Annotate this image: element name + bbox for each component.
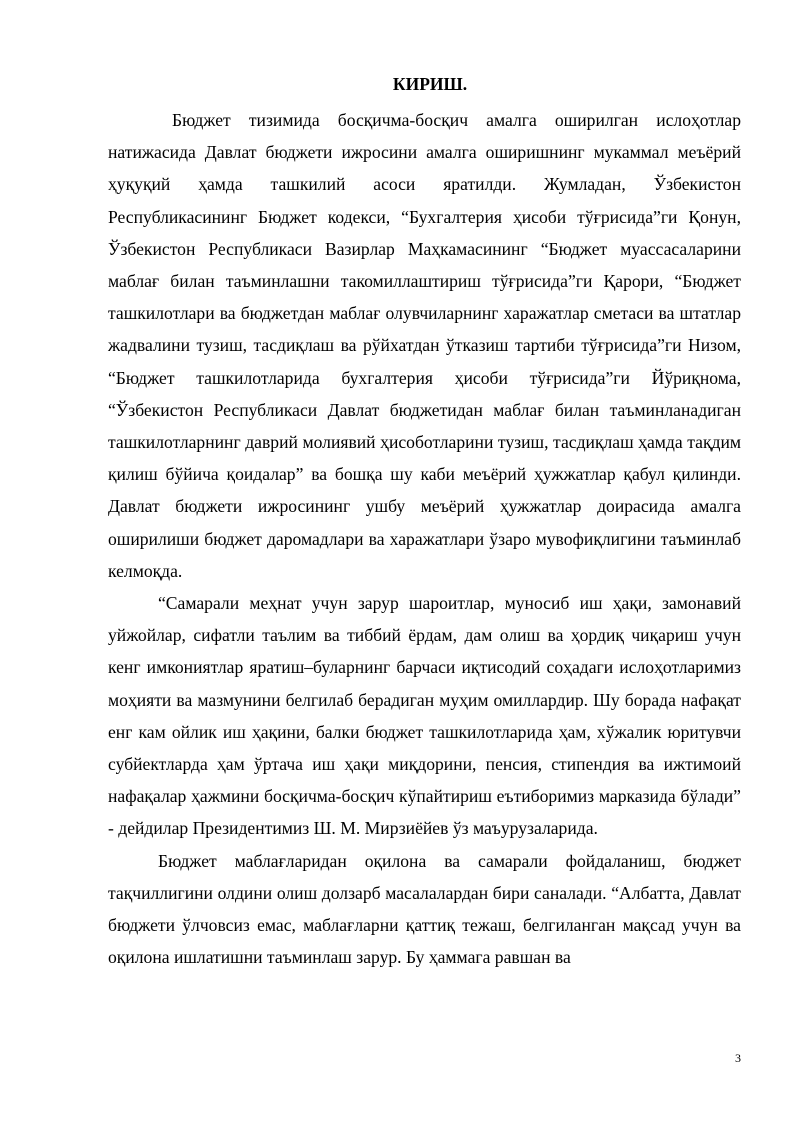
page-number: 3 xyxy=(735,1051,741,1065)
body-text xyxy=(108,104,741,973)
paragraph-2: “Самарали меҳнат учун зарур шароитлар, муносиб иш ҳақи, замонавий уйжойлар, сифатли таълим ва тиббий ёрдам, дам олиш ва ҳордиқ чиқариш учун кенг имкониятлар яратиш–буларнинг барчаси иқтисодий соҳадаги ислоҳотларимиз моҳияти ва мазмунини белгилаб берадиган муҳим омиллардир. Шу борада нафақат енг кам ойлик иш ҳақини, балки бюджет ташкилотларида ҳам, хўжалик юритувчи субйектларда ҳам ўртача иш ҳақи миқдорини, пенсия, стипендия ва ижтимоий нафақалар ҳажмини босқичма-босқич кўпайтириш еътиборимиз марказида бўлади” - дейдилар Президентимиз Ш. М. Мирзиёйев ўз маъурузаларида. xyxy=(108,593,741,839)
section-title: КИРИШ. xyxy=(392,74,468,94)
paragraph-3: Бюджет маблағларидан оқилона ва самарали фойдаланиш, бюджет тақчиллигини олдини олиш долзарб масалалардан бири саналади. “Албатта, Давлат бюджети ўлчовсиз емас, маблағларни қаттиқ тежаш, белгиланган мақсад учун ва оқилона ишлатишни таъминлаш зарур. Бу ҳаммага равшан ва xyxy=(108,850,741,968)
paragraph-1: Бюджет тизимида босқичма-босқич амалга оширилган ислоҳотлар натижасида Давлат бюджети ижросини амалга оширишнинг мукаммал меъёрий ҳуқуқий ҳамда ташкилий асоси яратилди. Жумладан, Ўзбекистон Республикасининг Бюджет кодекси, “Бухгалтерия ҳисоби тўғрисида”ги Қонун, Ўзбекистон Республикаси Вазирлар Маҳкамасининг “Бюджет муассасаларини маблағ билан таъминлашни такомиллаштириш тўғрисида”ги Қарори, “Бюджет ташкилотлари ва бюджетдан маблағ олувчиларнинг харажатлар сметаси ва штатлар жадвалини тузиш, тасдиқлаш ва рўйхатдан ўтказиш тартиби тўғрисида”ги Низом, “Бюджет ташкилотларида бухгалтерия ҳисоби тўғрисида”ги Йўриқнома, “Ўзбекистон Республикаси Давлат бюджетидан маблағ билан таъминланадиган ташкилотларнинг даврий молиявий ҳисоботларини тузиш, тасдиқлаш ҳамда тақдим қилиш бўйича қоидалар” ва бошқа шу каби меъёрий ҳужжатлар қабул қилинди. Давлат бюджети ижросининг ушбу меъёрий ҳужжатлар доирасида амалга оширилиши бюджет даромадлари ва харажатлари ўзаро мувофиқлигини таъминлаб келмоқда. xyxy=(108,110,741,581)
